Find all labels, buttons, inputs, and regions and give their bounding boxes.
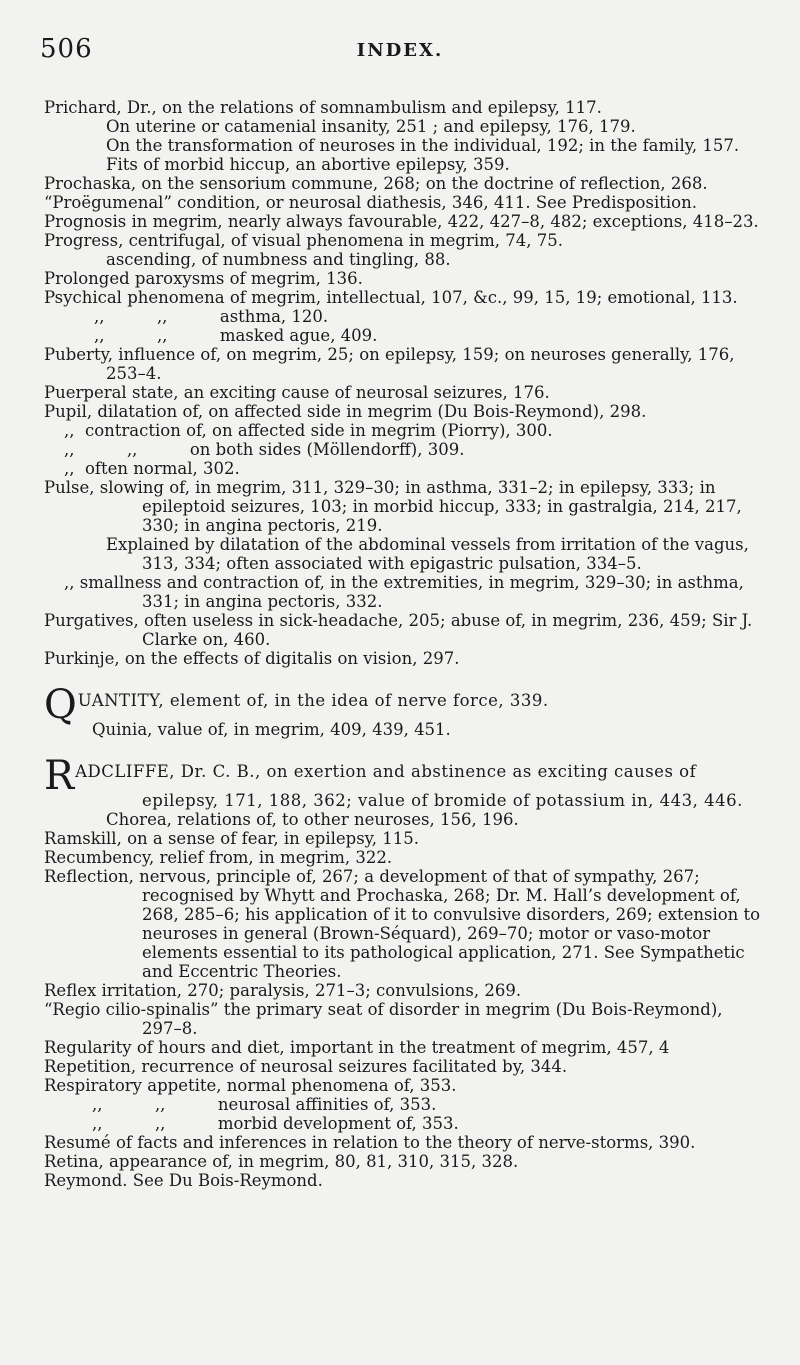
index-subentry: Explained by dilatation of the abdominal vessels from irritation of the vagus, 313, 334; often associated with epigastric pulsation, 334–5. [106, 535, 749, 573]
index-entry: Pulse, slowing of, in megrim, 311, 329–30; in asthma, 331–2; in epilepsy, 333; in epileptoid seizures, 103; in morbid hiccup, 333; in gastralgia, 214, 217, 330; in angina pectoris, 219. [44, 478, 742, 535]
index-entry: Purgatives, often useless in sick-headache, 205; abuse of, in megrim, 236, 459; Sir J. Clarke on, 460. [44, 611, 753, 649]
index-entry: Prognosis in megrim, nearly always favourable, 422, 427–8, 482; exceptions, 418–23. [44, 212, 759, 231]
index-subentry: Chorea, relations of, to other neuroses, 156, 196. [106, 810, 519, 829]
index-entry: Purkinje, on the effects of digitalis on vision, 297. [44, 649, 460, 668]
index-entry: Prolonged paroxysms of megrim, 136. [44, 269, 363, 288]
index-ditto-entry: ,, often normal, 302. [64, 459, 240, 478]
index-entry: Recumbency, relief from, in megrim, 322. [44, 848, 393, 867]
index-entry: Puberty, influence of, on megrim, 25; on epilepsy, 159; on neuroses generally, 176, 253–4. [44, 345, 735, 383]
index-entry: Reflex irritation, 270; paralysis, 271–3; convulsions, 269. [44, 981, 522, 1000]
section-head-entry: RADCLIFFE, Dr. C. B., on exertion and abstinence as exciting causes of epilepsy, 171, 188, 362; value of bromide of potassium in, 443, 446. [44, 753, 743, 810]
index-entry: “Proëgumenal” condition, or neurosal diathesis, 346, 411. See Predisposition. [44, 193, 697, 212]
index-entry: Reflection, nervous, principle of, 267; a development of that of sympathy, 267; recognised by Whytt and Prochaska, 268; Dr. M. Hall’s development of, 268, 285–6; his application of it to convulsive disorders, 269; extension to neuroses in general (Brown-Séquard), 269–70; motor or vaso-motor elements essential to its pathological application, 271. See Sympathetic and Eccentric Theories. [44, 867, 761, 981]
index-entry: Puerperal state, an exciting cause of neurosal seizures, 176. [44, 383, 550, 402]
index-ditto-entry: ,, smallness and contraction of, in the extremities, in megrim, 329–30; in asthma, 331; in angina pectoris, 332. [64, 573, 744, 611]
index-entry: Psychical phenomena of megrim, intellectual, 107, &c., 99, 15, 19; emotional, 113. [44, 288, 738, 307]
section-q [44, 682, 762, 739]
index-entry: “Regio cilio-spinalis” the primary seat of disorder in megrim (Du Bois-Reymond), 297–8. [44, 1000, 723, 1038]
section-r [44, 753, 762, 1190]
drop-initial: Q [44, 682, 77, 728]
index-ditto-entry: ,, ,, neurosal affinities of, 353. [92, 1095, 437, 1114]
index-ditto-entry: ,, ,, masked ague, 409. [94, 326, 378, 345]
index-ditto-entry: ,, ,, on both sides (Möllendorff), 309. [64, 440, 465, 459]
section-head-entry: QUANTITY, element of, in the idea of nerve force, 339. [44, 682, 549, 728]
index-subentry: ascending, of numbness and tingling, 88. [106, 250, 451, 269]
index-entry: Respiratory appetite, normal phenomena of, 353. [44, 1076, 457, 1095]
index-entry: Prochaska, on the sensorium commune, 268; on the doctrine of reflection, 268. [44, 174, 708, 193]
index-entry: Ramskill, on a sense of fear, in epilepsy, 115. [44, 829, 420, 848]
index-entry: Resumé of facts and inferences in relation to the theory of nerve-storms, 390. [44, 1133, 696, 1152]
index-entry: Prichard, Dr., on the relations of somnambulism and epilepsy, 117. [44, 98, 602, 117]
index-ditto-entry: ,, ,, morbid development of, 353. [92, 1114, 459, 1133]
index-ditto-entry: ,, contraction of, on affected side in megrim (Piorry), 300. [64, 421, 553, 440]
index-subentry: On the transformation of neuroses in the individual, 192; in the family, 157. [106, 136, 740, 155]
index-entry: Regularity of hours and diet, important in the treatment of megrim, 457, 4 [44, 1038, 670, 1057]
drop-initial: R [44, 753, 75, 799]
index-subentry: On uterine or catamenial insanity, 251 ; and epilepsy, 176, 179. [106, 117, 636, 136]
index-body [44, 98, 762, 1190]
index-entry: Reymond. See Du Bois-Reymond. [44, 1171, 323, 1190]
section-p [44, 98, 762, 668]
running-head: INDEX. [356, 40, 444, 61]
index-subentry: Quinia, value of, in megrim, 409, 439, 451. [92, 720, 451, 739]
index-entry: Pupil, dilatation of, on affected side in megrim (Du Bois-Reymond), 298. [44, 402, 647, 421]
page-number: 506 [40, 34, 93, 64]
page-header [40, 34, 760, 66]
index-ditto-entry: ,, ,, asthma, 120. [94, 307, 329, 326]
index-subentry: Fits of morbid hiccup, an abortive epilepsy, 359. [106, 155, 510, 174]
index-entry: Repetition, recurrence of neurosal seizures facilitated by, 344. [44, 1057, 568, 1076]
index-entry: Progress, centrifugal, of visual phenomena in megrim, 74, 75. [44, 231, 564, 250]
index-entry: Retina, appearance of, in megrim, 80, 81, 310, 315, 328. [44, 1152, 519, 1171]
